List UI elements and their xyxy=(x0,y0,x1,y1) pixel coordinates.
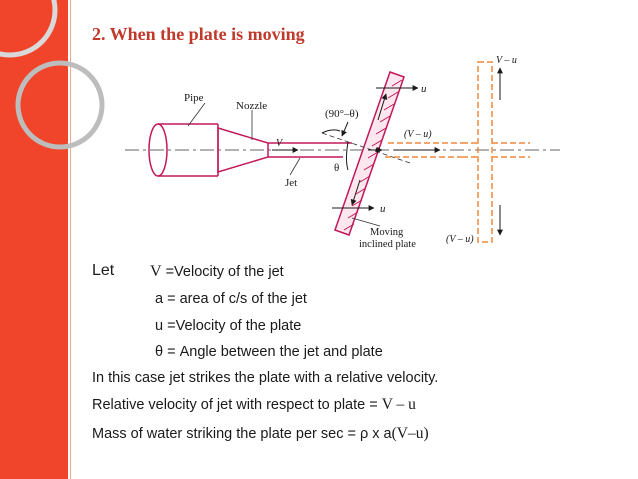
def-symbol-v: V xyxy=(150,263,162,280)
mass-flow-formula xyxy=(92,425,429,443)
def-text-theta: = Angle between the jet and plate xyxy=(163,344,383,360)
relative-velocity-formula xyxy=(92,396,416,414)
label-u-bottom: u xyxy=(380,203,386,215)
def-velocity-plate xyxy=(155,318,301,334)
def-velocity-jet xyxy=(150,263,284,281)
moving-inclined-plate xyxy=(335,72,404,235)
mass-flow-prefix: Mass of water striking the plate per sec = ρ x a xyxy=(92,426,392,442)
def-area-jet xyxy=(155,291,307,307)
label-inclined-plate: inclined plate xyxy=(359,239,416,250)
label-jet: Jet xyxy=(285,177,298,189)
pipe-leader xyxy=(188,103,205,126)
label-vu-top: V – u xyxy=(496,55,517,66)
label-u-top: u xyxy=(421,83,427,95)
def-symbol-u: u xyxy=(155,318,164,334)
def-symbol-a: a xyxy=(155,291,164,307)
def-angle xyxy=(155,344,383,360)
relative-velocity-expression: V – u xyxy=(381,396,416,413)
relative-velocity-sentence: In this case jet strikes the plate with a relative velocity. xyxy=(92,370,439,386)
label-moving: Moving xyxy=(370,227,404,238)
label-v: V xyxy=(276,138,283,149)
relative-velocity-prefix: Relative velocity of jet with respect to plate = xyxy=(92,397,382,413)
plate-leader xyxy=(352,218,380,226)
slide-title: 2. When the plate is moving xyxy=(92,24,305,44)
jet-leader xyxy=(290,158,300,175)
let-word: Let xyxy=(92,262,115,279)
label-nozzle: Nozzle xyxy=(236,100,268,112)
angle-arc xyxy=(322,130,340,133)
def-text-v: =Velocity of the jet xyxy=(161,264,284,280)
label-relative-velocity: (V – u) xyxy=(404,129,432,140)
def-text-u: =Velocity of the plate xyxy=(163,318,302,334)
angle-pointer-arrow xyxy=(342,122,348,136)
def-text-a: = area of c/s of the jet xyxy=(163,291,307,307)
label-vu-bottom: (V – u) xyxy=(446,234,474,245)
mass-flow-expression: (V–u) xyxy=(391,425,429,442)
label-angle: (90°–θ) xyxy=(325,108,359,120)
def-symbol-theta: θ xyxy=(155,344,164,360)
theta-arc xyxy=(347,142,349,170)
label-theta: θ xyxy=(334,162,340,174)
dashed-plate-outline xyxy=(462,62,530,242)
label-pipe: Pipe xyxy=(184,92,204,104)
